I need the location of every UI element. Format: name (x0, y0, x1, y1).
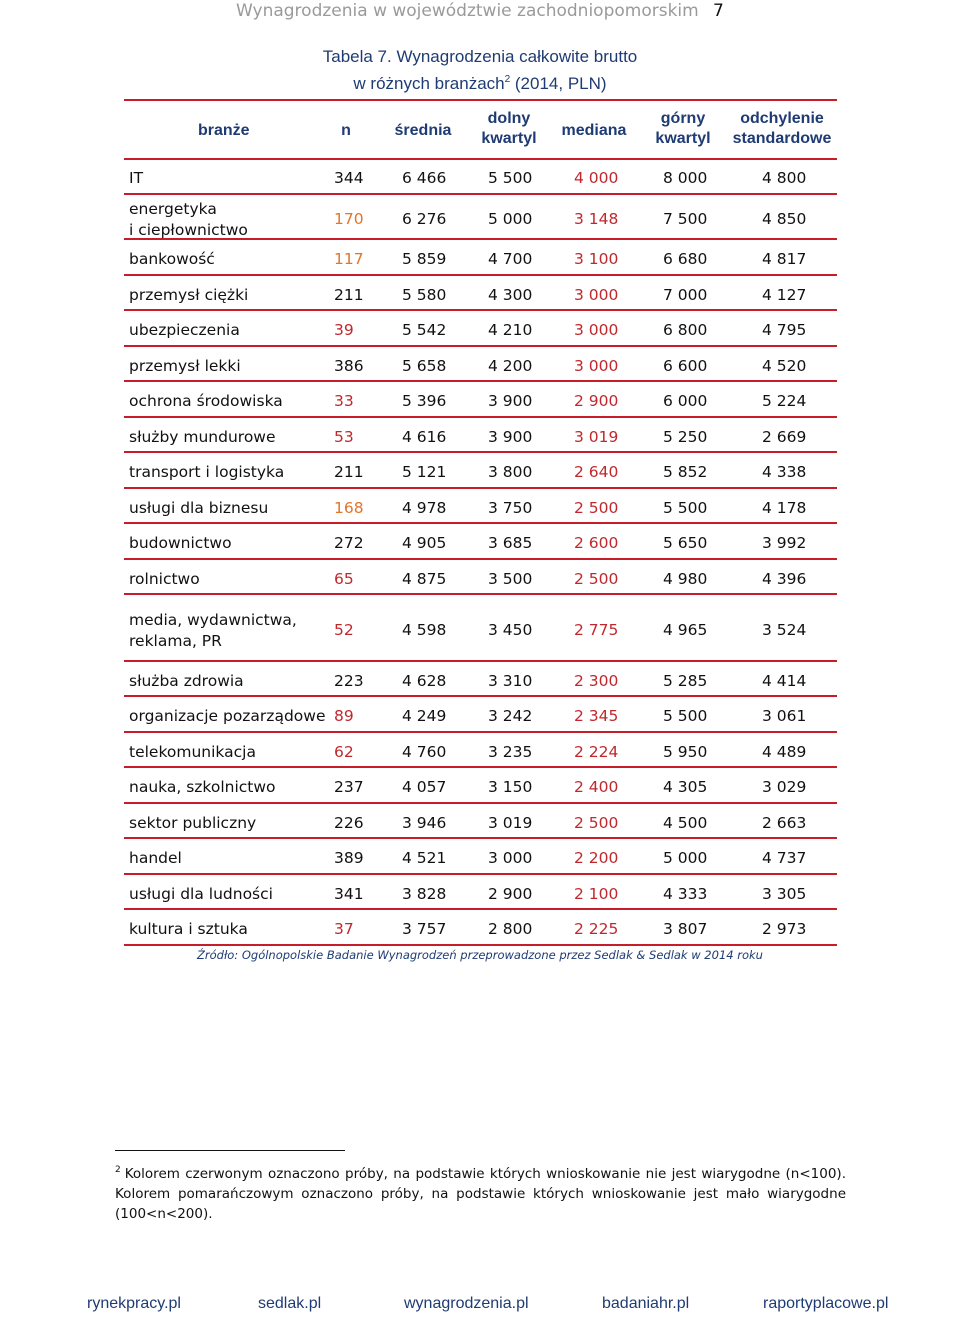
table-title-line2 (0, 74, 960, 94)
row-std-dev: 4 817 (762, 250, 807, 268)
row-upper-quartile: 5 650 (663, 534, 708, 552)
row-industry-name: IT (129, 169, 144, 187)
row-lower-quartile: 4 200 (488, 356, 533, 375)
row-std-dev: 4 338 (762, 463, 807, 481)
table-row (124, 195, 837, 240)
row-upper-quartile: 4 333 (663, 884, 708, 903)
row-lower-quartile: 4 300 (488, 285, 533, 304)
row-median: 2 345 (574, 707, 619, 725)
table-title-line1 (0, 47, 960, 67)
footnote-rule (115, 1150, 345, 1151)
row-industry-name-line2: i ciepłownictwo (129, 220, 248, 239)
row-lower-quartile: 3 150 (488, 778, 533, 796)
table-top-rule (124, 99, 837, 101)
row-industry-name: bankowość (129, 250, 215, 268)
row-sample-size: 341 (334, 884, 364, 903)
row-upper-quartile: 8 000 (663, 169, 708, 187)
row-median: 2 775 (574, 620, 619, 639)
row-sample-size: 272 (334, 534, 364, 552)
table-row (124, 910, 837, 946)
row-std-dev: 4 489 (762, 742, 807, 761)
row-upper-quartile: 6 000 (663, 392, 708, 410)
row-std-dev: 5 224 (762, 392, 807, 410)
row-average: 6 466 (402, 169, 447, 187)
row-sample-size: 52 (334, 620, 354, 639)
row-std-dev: 4 178 (762, 498, 807, 517)
table-title-line2-pre: w różnych branżach (353, 74, 505, 93)
row-median: 3 000 (574, 356, 619, 375)
row-average: 4 760 (402, 742, 447, 761)
row-industry-name: energetyka (129, 199, 217, 218)
row-average: 4 616 (402, 427, 447, 446)
row-average: 4 521 (402, 849, 447, 867)
row-lower-quartile: 3 900 (488, 427, 533, 446)
row-rule (124, 944, 837, 946)
row-average: 3 828 (402, 884, 447, 903)
table-row (124, 524, 837, 560)
table-row (124, 276, 837, 311)
row-std-dev: 3 029 (762, 778, 807, 796)
table-row (124, 697, 837, 733)
page-number: 7 (713, 1, 724, 21)
row-lower-quartile: 3 685 (488, 534, 533, 552)
row-upper-quartile: 5 950 (663, 742, 708, 761)
row-std-dev: 2 663 (762, 813, 807, 832)
row-average: 4 057 (402, 778, 447, 796)
row-lower-quartile: 3 450 (488, 620, 533, 639)
row-lower-quartile: 4 700 (488, 250, 533, 268)
row-industry-name: ubezpieczenia (129, 321, 240, 339)
row-average: 5 542 (402, 321, 447, 339)
col-header-mediana: mediana (561, 122, 627, 139)
row-lower-quartile: 5 500 (488, 169, 533, 187)
row-sample-size: 389 (334, 849, 364, 867)
row-industry-name: służba zdrowia (129, 671, 244, 690)
table-row (124, 768, 837, 804)
table-row (124, 662, 837, 697)
table-row (124, 560, 837, 595)
row-median: 2 100 (574, 884, 619, 903)
row-average: 4 249 (402, 707, 447, 725)
row-sample-size: 33 (334, 392, 354, 410)
row-upper-quartile: 4 965 (663, 620, 708, 639)
row-sample-size: 211 (334, 285, 364, 304)
row-industry-name: kultura i sztuka (129, 920, 248, 938)
row-sample-size: 211 (334, 463, 364, 481)
row-lower-quartile: 2 900 (488, 884, 533, 903)
row-median: 2 500 (574, 813, 619, 832)
row-industry-name: budownictwo (129, 534, 232, 552)
row-sample-size: 168 (334, 498, 364, 517)
row-upper-quartile: 3 807 (663, 920, 708, 938)
row-upper-quartile: 6 680 (663, 250, 708, 268)
row-industry-name: organizacje pozarządowe (129, 707, 326, 725)
footer-link-sedlak[interactable]: sedlak.pl (258, 1295, 322, 1312)
table-row (124, 311, 837, 347)
row-std-dev: 4 737 (762, 849, 807, 867)
row-std-dev: 3 061 (762, 707, 807, 725)
row-median: 2 500 (574, 498, 619, 517)
row-industry-name: telekomunikacja (129, 742, 256, 761)
row-industry-name: media, wydawnictwa, (129, 610, 297, 629)
row-average: 3 757 (402, 920, 447, 938)
col-header-odch-l1: odchylenie (740, 110, 824, 127)
row-industry-name: usługi dla ludności (129, 884, 273, 903)
row-average: 5 859 (402, 250, 447, 268)
row-median: 3 000 (574, 285, 619, 304)
row-upper-quartile: 5 500 (663, 498, 708, 517)
table-row (124, 875, 837, 910)
table-title-text: Tabela 7. Wynagrodzenia całkowite brutto (322, 47, 638, 66)
row-industry-name-line2: reklama, PR (129, 631, 222, 650)
row-industry-name: handel (129, 849, 182, 867)
row-sample-size: 344 (334, 169, 364, 187)
row-industry-name: usługi dla biznesu (129, 498, 269, 517)
row-median: 4 000 (574, 169, 619, 187)
table-row (124, 733, 837, 768)
col-header-dolny-l2: kwartyl (481, 130, 537, 147)
row-average: 5 396 (402, 392, 447, 410)
row-industry-name: przemysł lekki (129, 356, 241, 375)
row-std-dev: 4 396 (762, 569, 807, 588)
row-lower-quartile: 3 750 (488, 498, 533, 517)
row-average: 3 946 (402, 813, 447, 832)
row-median: 3 000 (574, 321, 619, 339)
col-header-gorny-l1: górny (660, 110, 706, 127)
row-industry-name: rolnictwo (129, 569, 200, 588)
row-average: 4 875 (402, 569, 447, 588)
row-average: 5 658 (402, 356, 447, 375)
row-sample-size: 39 (334, 321, 354, 339)
table-row (124, 489, 837, 524)
row-lower-quartile: 3 310 (488, 671, 533, 690)
row-std-dev: 3 524 (762, 620, 807, 639)
row-median: 2 400 (574, 778, 619, 796)
row-upper-quartile: 5 500 (663, 707, 708, 725)
row-median: 2 900 (574, 392, 619, 410)
col-header-n: n (341, 122, 351, 139)
col-header-srednia: średnia (394, 122, 452, 139)
row-upper-quartile: 7 500 (663, 209, 708, 228)
row-industry-name: służby mundurowe (129, 427, 276, 446)
row-upper-quartile: 4 305 (663, 778, 708, 796)
footnote-marker: 2 (115, 1165, 121, 1175)
row-upper-quartile: 7 000 (663, 285, 708, 304)
footer-link-badaniahr[interactable]: badaniahr.pl (602, 1295, 690, 1312)
row-lower-quartile: 3 500 (488, 569, 533, 588)
row-median: 2 600 (574, 534, 619, 552)
row-sample-size: 117 (334, 250, 364, 268)
row-median: 3 148 (574, 209, 619, 228)
row-std-dev: 4 850 (762, 209, 807, 228)
row-upper-quartile: 5 000 (663, 849, 708, 867)
row-sample-size: 65 (334, 569, 354, 588)
table-row (124, 347, 837, 382)
row-median: 2 640 (574, 463, 619, 481)
row-upper-quartile: 6 600 (663, 356, 708, 375)
row-lower-quartile: 3 000 (488, 849, 533, 867)
row-median: 2 224 (574, 742, 619, 761)
table-source: Źródło: Ogólnopolskie Badanie Wynagrodzeń przeprowadzone przez Sedlak & Sedlak w 2014 roku (197, 948, 763, 962)
col-header-dolny-l1: dolny (487, 110, 531, 127)
row-median: 3 100 (574, 250, 619, 268)
col-header-branze: branże (198, 122, 250, 139)
row-upper-quartile: 4 980 (663, 569, 708, 588)
row-sample-size: 62 (334, 742, 354, 761)
footer-link-wynagrodzenia[interactable]: wynagrodzenia.pl (404, 1295, 529, 1312)
table-row (124, 804, 837, 839)
row-lower-quartile: 3 235 (488, 742, 533, 761)
row-std-dev: 4 795 (762, 321, 807, 339)
row-lower-quartile: 4 210 (488, 321, 533, 339)
row-median: 2 300 (574, 671, 619, 690)
row-upper-quartile: 5 852 (663, 463, 708, 481)
table-row (124, 382, 837, 418)
row-average: 4 628 (402, 671, 447, 690)
table-row (124, 453, 837, 489)
row-average: 6 276 (402, 209, 447, 228)
row-lower-quartile: 3 019 (488, 813, 533, 832)
row-sample-size: 37 (334, 920, 354, 938)
row-average: 4 598 (402, 620, 447, 639)
footnote (115, 1160, 846, 1224)
row-upper-quartile: 5 250 (663, 427, 708, 446)
col-header-odchylenie (730, 109, 834, 149)
row-industry-name: sektor publiczny (129, 813, 257, 832)
row-upper-quartile: 4 500 (663, 813, 708, 832)
row-industry-name: ochrona środowiska (129, 392, 283, 410)
row-sample-size: 223 (334, 671, 364, 690)
page-header (0, 0, 960, 26)
row-industry-name: przemysł ciężki (129, 285, 249, 304)
footnote-text: Kolorem czerwonym oznaczono próby, na podstawie których wnioskowanie nie jest wiarygodne (n<100). Kolorem pomarańczowym oznaczono próby, na podstawie których wnioskowanie jest mało wiarygodne (100<n<200). (115, 1166, 846, 1222)
row-sample-size: 386 (334, 356, 364, 375)
row-sample-size: 237 (334, 778, 364, 796)
row-lower-quartile: 3 800 (488, 463, 533, 481)
row-median: 2 225 (574, 920, 619, 938)
row-lower-quartile: 5 000 (488, 209, 533, 228)
page-footer (0, 1290, 960, 1320)
row-sample-size: 89 (334, 707, 354, 725)
row-industry-name: nauka, szkolnictwo (129, 778, 276, 796)
row-median: 2 500 (574, 569, 619, 588)
row-std-dev: 4 800 (762, 169, 807, 187)
row-std-dev: 4 414 (762, 671, 807, 690)
table-row (124, 159, 837, 195)
row-std-dev: 2 973 (762, 920, 807, 938)
table-row (124, 240, 837, 276)
table-row (124, 839, 837, 875)
row-average: 4 978 (402, 498, 447, 517)
row-upper-quartile: 6 800 (663, 321, 708, 339)
row-upper-quartile: 5 285 (663, 671, 708, 690)
row-median: 2 200 (574, 849, 619, 867)
table-title-line2-post: (2014, PLN) (510, 74, 607, 93)
row-sample-size: 170 (334, 209, 364, 228)
row-average: 4 905 (402, 534, 447, 552)
col-header-gorny-kwartyl (648, 109, 718, 149)
row-sample-size: 226 (334, 813, 364, 832)
col-header-odch-l2: standardowe (732, 130, 832, 147)
footer-link-rynekpracy[interactable]: rynekpracy.pl (87, 1295, 181, 1312)
header-title: Wynagrodzenia w województwie zachodniopomorskim (236, 1, 699, 21)
footer-link-raportyplacowe[interactable]: raportyplacowe.pl (763, 1295, 889, 1312)
row-lower-quartile: 3 242 (488, 707, 533, 725)
table-row (124, 418, 837, 453)
row-std-dev: 3 992 (762, 534, 807, 552)
col-header-gorny-l2: kwartyl (655, 130, 711, 147)
col-header-dolny-kwartyl (474, 109, 544, 149)
row-std-dev: 4 520 (762, 356, 807, 375)
row-std-dev: 3 305 (762, 884, 807, 903)
row-median: 3 019 (574, 427, 619, 446)
table-row (124, 595, 837, 662)
row-lower-quartile: 3 900 (488, 392, 533, 410)
row-average: 5 580 (402, 285, 447, 304)
row-sample-size: 53 (334, 427, 354, 446)
footnote-ref[interactable]: 2 (504, 74, 511, 85)
row-average: 5 121 (402, 463, 447, 481)
row-industry-name: transport i logistyka (129, 463, 285, 481)
row-std-dev: 4 127 (762, 285, 807, 304)
row-lower-quartile: 2 800 (488, 920, 533, 938)
row-std-dev: 2 669 (762, 427, 807, 446)
